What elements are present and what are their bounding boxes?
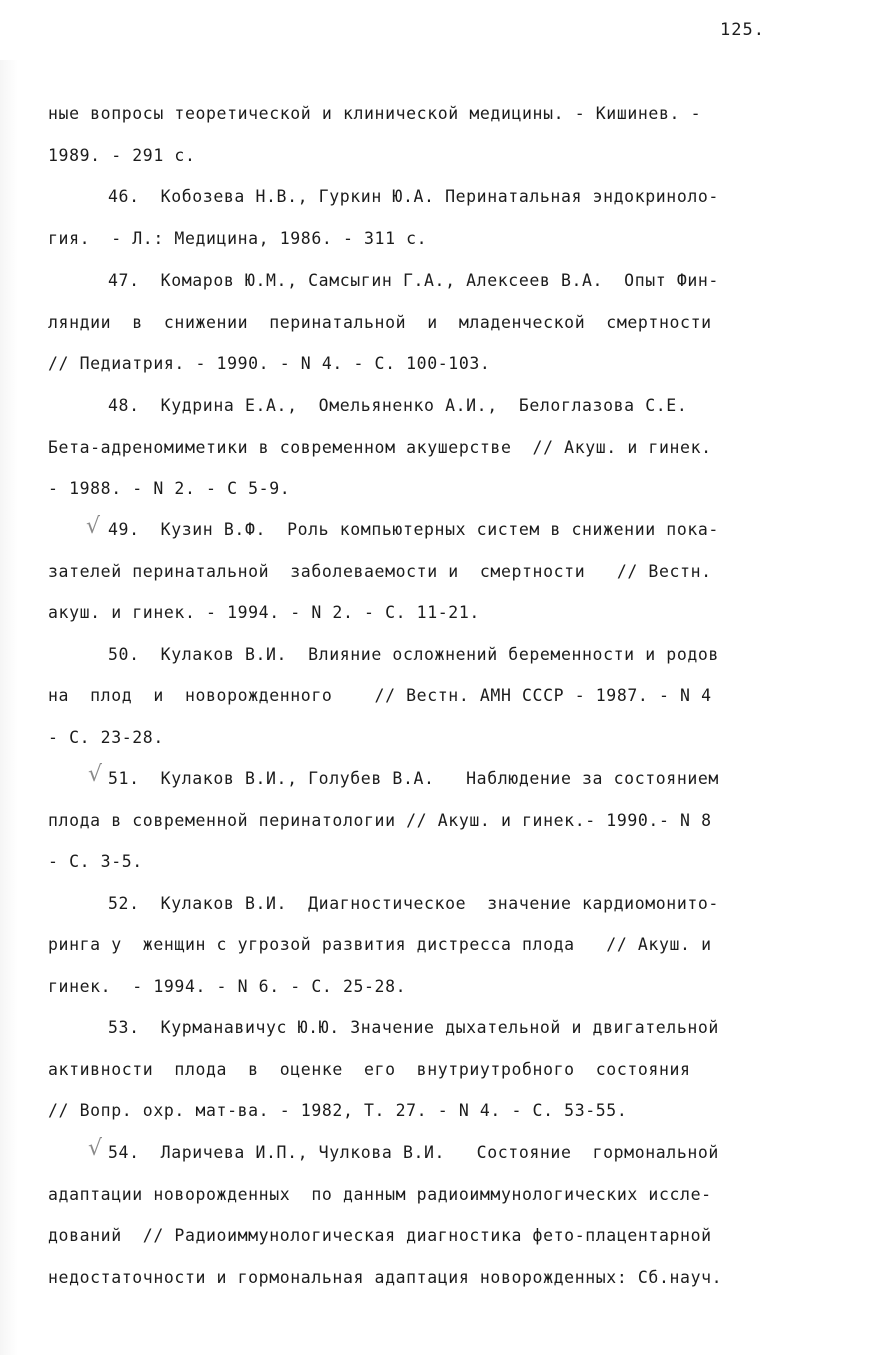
text-line: на плод и новорожденного // Вестн. АМН СССР - 1987. - N 4 bbox=[48, 686, 712, 705]
text-line: недостаточности и гормональная адаптация новорожденных: Сб.науч. bbox=[48, 1268, 723, 1287]
text-line: // Педиатрия. - 1990. - N 4. - С. 100-103. bbox=[48, 354, 491, 373]
text-line: акуш. и гинек. - 1994. - N 2. - С. 11-21. bbox=[48, 603, 480, 622]
checkmark-icon: √ bbox=[86, 514, 101, 539]
text-line: Бета-адреномиметики в современном акушерстве // Акуш. и гинек. bbox=[48, 438, 712, 457]
text-line: - С. 23-28. bbox=[48, 728, 164, 747]
text-line: ринга у женщин с угрозой развития дистресса плода // Акуш. и bbox=[48, 935, 712, 954]
text-line: 53. Курманавичус Ю.Ю. Значение дыхательной и двигательной bbox=[108, 1018, 719, 1037]
checkmark-icon: √ bbox=[88, 1136, 103, 1161]
text-line: 50. Кулаков В.И. Влияние осложнений беременности и родов bbox=[108, 645, 719, 664]
text-line: дований // Радиоиммунологическая диагностика фето-плацентарной bbox=[48, 1226, 712, 1245]
text-line: 51. Кулаков В.И., Голубев В.А. Наблюдение за состоянием bbox=[108, 769, 719, 788]
text-line: 54. Ларичева И.П., Чулкова В.И. Состояние гормональной bbox=[108, 1143, 719, 1162]
checkmark-icon: √ bbox=[88, 762, 103, 787]
text-line: активности плода в оценке его внутриутробного состояния bbox=[48, 1060, 691, 1079]
text-line: плода в современной перинатологии // Акуш. и гинек.- 1990.- N 8 bbox=[48, 811, 712, 830]
text-line: гинек. - 1994. - N 6. - С. 25-28. bbox=[48, 977, 407, 996]
text-line: 46. Кобозева Н.В., Гуркин Ю.А. Перинатальная эндокриноло- bbox=[108, 187, 719, 206]
text-line: // Вопр. охр. мат-ва. - 1982, Т. 27. - N 4. - С. 53-55. bbox=[48, 1101, 628, 1120]
text-line: 52. Кулаков В.И. Диагностическое значение кардиомонито- bbox=[108, 894, 719, 913]
text-line: ляндии в снижении перинатальной и младенческой смертности bbox=[48, 313, 712, 332]
text-line: зателей перинатальной заболеваемости и смертности // Вестн. bbox=[48, 562, 712, 581]
page-number: 125. bbox=[720, 20, 765, 40]
text-line: адаптации новорожденных по данным радиоиммунологических иссле- bbox=[48, 1185, 712, 1204]
text-line: 48. Кудрина Е.А., Омельяненко А.И., Белоглазова С.Е. bbox=[108, 396, 688, 415]
text-line: 49. Кузин В.Ф. Роль компьютерных систем в снижении пока- bbox=[108, 520, 719, 539]
scan-edge-shadow bbox=[0, 60, 18, 1355]
text-line: - С. 3-5. bbox=[48, 852, 143, 871]
text-line: - 1988. - N 2. - С 5-9. bbox=[48, 479, 291, 498]
text-line: ные вопросы теоретической и клинической медицины. - Кишинев. - bbox=[48, 104, 702, 123]
text-line: гия. - Л.: Медицина, 1986. - 311 с. bbox=[48, 229, 428, 248]
text-line: 47. Комаров Ю.М., Самсыгин Г.А., Алексеев В.А. Опыт Фин- bbox=[108, 271, 719, 290]
text-line: 1989. - 291 с. bbox=[48, 146, 196, 165]
